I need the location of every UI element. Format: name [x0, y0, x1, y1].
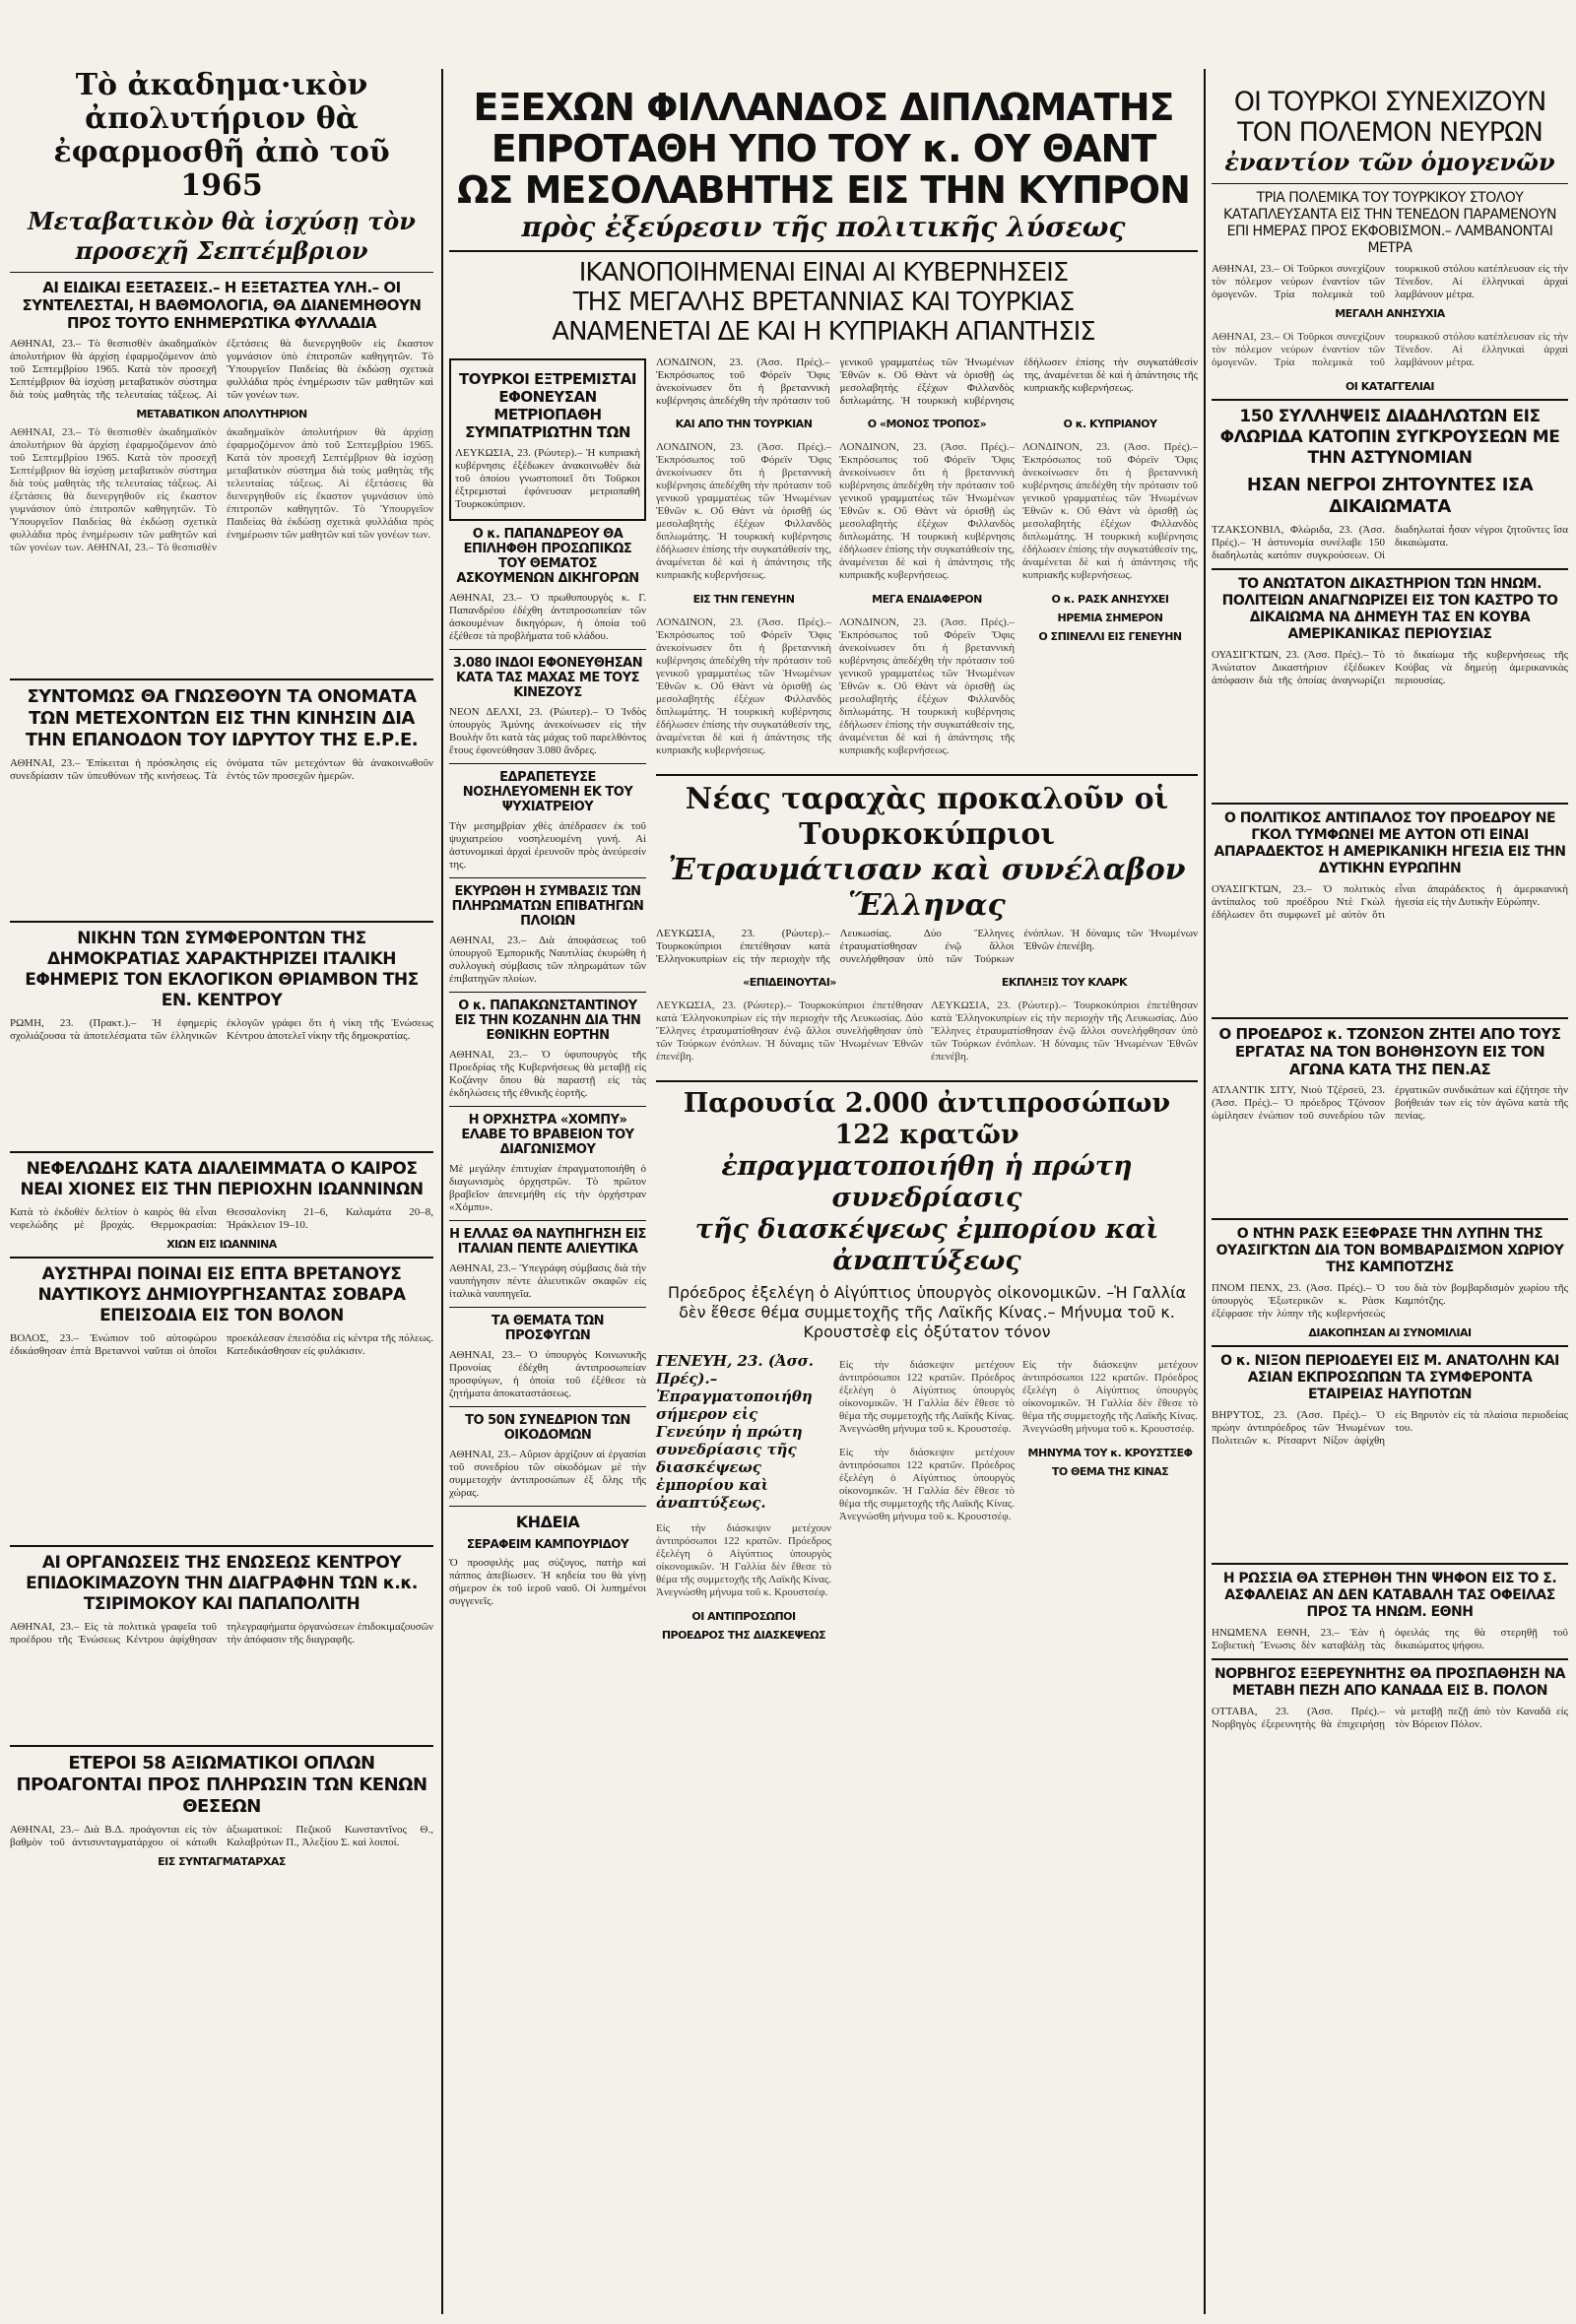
divider: [449, 763, 646, 764]
russia-vote-body: ΗΝΩΜΕΝΑ ΕΘΝΗ, 23.– Ἐὰν ἡ Σοβιετικὴ Ἕνωσις δὲν καταβάλῃ τὰς ὀφειλάς της θὰ στερηθῇ τοῦ δικαιώματος ψήφου.: [1212, 1627, 1568, 1651]
only-way-subhead: Ο «ΜΟΝΟΣ ΤΡΟΠΟΣ»: [867, 418, 987, 430]
worsening-subhead: «ΕΠΙΔΕΙΝΟΥΤΑΙ»: [743, 976, 836, 989]
turkish-extremists-headline: ΤΟΥΡΚΟΙ ΕΞΤΡΕΜΙΣΤΑΙ ΕΦΟΝΕΥΣΑΝ ΜΕΤΡΙΟΠΑΘΗ ΣΥΜΠΑΤΡΙΩΤΗΝ ΤΩΝ: [459, 370, 636, 441]
tc-col-2: [839, 1348, 1015, 1647]
center-main-column: [656, 353, 1198, 1647]
divider: [1212, 568, 1568, 570]
tk-sub-col-1: [656, 970, 923, 1074]
trade-conference-text-4: Εἰς τὴν διάσκεψιν μετέχουν ἀντιπρόσωποι 122 κρατῶν. Πρόεδρος ἐξελέγη ὁ Αἰγύπτιος ὑπουργὸς οἰκονομικῶν. Ἡ Γαλλία δὲν ἔθεσε τὸ θέμα τῆς συμμετοχῆς τῆς Λαϊκῆς Κίνας. Ἀνεγνώσθη μήνυμα τοῦ κ. Κρουστσέφ.: [1022, 1359, 1198, 1435]
deck-line-1: ΙΚΑΝΟΠΟΙΗΜΕΝΑΙ ΕΙΝΑΙ ΑΙ ΚΥΒΕΡΝΗΣΕΙΣ: [578, 258, 1069, 288]
banner-line-1: ΕΞΕΧΩΝ ΦΙΛΛΑΝΔΟΣ ΔΙΠΛΩΜΑΤΗΣ: [473, 86, 1174, 129]
divider: [449, 1406, 646, 1407]
florida-headline: 150 ΣΥΛΛΗΨΕΙΣ ΔΙΑΔΗΛΩΤΩΝ ΕΙΣ ΦΛΩΡΙΔΑ ΚΑΤΟΠΙΝ ΣΥΓΚΡΟΥΣΕΩΝ ΜΕ ΤΗΝ ΑΣΤΥΝΟΜΙΑΝ: [1219, 407, 1560, 468]
nerve-war-subhead: ἐναντίον τῶν ὁμογενῶν: [1224, 148, 1555, 176]
in-geneva-subhead: ΕΙΣ ΤΗΝ ΓΕΝΕΥΗΝ: [692, 593, 795, 606]
union-centre-body: ΑΘΗΝΑΙ, 23.– Εἰς τὰ πολιτικὰ γραφεῖα τοῦ προέδρου τῆς Ἐνώσεως Κέντρου ἀφίχθησαν τηλεγραφήματα ὀργανώσεων ἐπιδοκιμαζουσῶν τὴν ἀπόφασιν τῆς διαγραφῆς.: [10, 1621, 433, 1646]
papandreou-headline: Ο κ. ΠΑΠΑΝΔΡΕΟΥ ΘΑ ΕΠΙΛΗΦΘΗ ΠΡΟΣΩΠΙΚΩΣ ΤΟΥ ΘΕΜΑΤΟΣ ΑΣΚΟΥΜΕΝΩΝ ΔΙΚΗΓΟΡΩΝ: [456, 527, 639, 586]
divider: [1212, 1345, 1568, 1347]
builders-congress-headline: ΤΟ 50Ν ΣΥΝΕΔΡΙΟΝ ΤΩΝ ΟΙΚΟΔΟΜΩΝ: [465, 1413, 630, 1443]
big-interest-text: ΛΟΝΔΙΝΟΝ, 23. (Ἀσσ. Πρές).– Ἐκπρόσωπος τοῦ Φόρεϊν Ὄφις ἀνεκοίνωσεν ὅτι ἡ βρεταννικὴ κυβέρνησις ἀπεδέχθη τὴν πρότασιν τοῦ γενικοῦ γραμματέως τῶν Ἡνωμένων Ἐθνῶν κ. Οὔ Θὰντ νὰ ὁρισθῇ ὡς μεσολαβητὴς ἐξέχων Φιλλανδὸς διπλωμάτης. Ἡ τουρκικὴ κυβέρνησις ἐδήλωσεν ἐπίσης τὴν συγκατάθεσίν της, ἀναμένεται δὲ καὶ ἡ ἀπάντησις τῆς κυπριακῆς κυβερνήσεως.: [839, 616, 1015, 756]
refugees-headline: ΤΑ ΘΕΜΑΤΑ ΤΩΝ ΠΡΟΣΦΥΓΩΝ: [491, 1314, 605, 1343]
article-continuation: ΑΘΗΝΑΙ, 23.– Τὸ θεσπισθὲν ἀκαδημαϊκὸν ἀπολυτήριον θὰ ἀρχίσῃ ἐφαρμοζόμενον ἀπὸ τοῦ Σεπτεμβρίου 1965. Κατὰ τὸν προσεχῆ Σεπτέμβριον θὰ ἰσχύσῃ μεταβατικὸν σύστημα διὰ τοὺς μαθητὰς τῆς τελευταίας τάξεως. Αἱ ἐξετάσεις θὰ διενεργηθοῦν εἰς ἕκαστον γυμνάσιον ὑπὸ ἐπιτροπῶν καθηγητῶν. Τὸ Ὑπουργεῖον Παιδείας θὰ ἐκδώσῃ σχετικὰ φυλλάδια πρὸς ἐνημέρωσιν τῶν μαθητῶν καὶ τῶν γονέων των. ΑΘΗΝΑΙ, 23.– Τὸ θεσπισθὲν ἀκαδημαϊκὸν ἀπολυτήριον θὰ ἀρχίσῃ ἐφαρμοζόμενον ἀπὸ τοῦ Σεπτεμβρίου 1965. Κατὰ τὸν προσεχῆ Σεπτέμβριον θὰ ἰσχύσῃ μεταβατικὸν σύστημα διὰ τοὺς μαθητὰς τῆς τελευταίας τάξεως. Αἱ ἐξετάσεις θὰ διενεργηθοῦν εἰς ἕκαστον γυμνάσιον ὑπὸ ἐπιτροπῶν καθηγητῶν. Τὸ Ὑπουργεῖον Παιδείας θὰ ἐκδώσῃ σχετικὰ φυλλάδια πρὸς ἐνημέρωσιν τῶν μαθητῶν καὶ τῶν γονέων των.: [10, 426, 433, 553]
trade-conference-text-3: Εἰς τὴν διάσκεψιν μετέχουν ἀντιπρόσωποι 122 κρατῶν. Πρόεδρος ἐξελέγη ὁ Αἰγύπτιος ὑπουργὸς οἰκονομικῶν. Ἡ Γαλλία δὲν ἔθεσε τὸ θέμα τῆς συμμετοχῆς τῆς Λαϊκῆς Κίνας. Ἀνεγνώσθη μήνυμα τοῦ κ. Κρουστσέφ.: [839, 1447, 1015, 1522]
deck-line-2: ΤΗΣ ΜΕΓΑΛΗΣ ΒΡΕΤΑΝΝΙΑΣ ΚΑΙ ΤΟΥΡΚΙΑΣ: [572, 288, 1075, 317]
florida-body: ΤΖΑΚΣΟΝΒΙΛ, Φλώριδα, 23. (Ἀσσ. Πρές).– Ἡ ἀστυνομία συνέλαβε 150 διαδηλωτὰς κατόπιν συγκρούσεων. Οἱ διαδηλωταὶ ἦσαν νέγροι ζητοῦντες ἴσα δικαιώματα.: [1212, 524, 1568, 561]
turkish-cypriots-body: ΛΕΥΚΩΣΙΑ, 23. (Ρώυτερ).– Τουρκοκύπριοι ἐπετέθησαν κατὰ Ἑλληνοκυπρίων εἰς τὴν περιοχὴν τῆς Λευκωσίας. Δύο Ἕλληνες ἐτραυματίσθησαν ἐνῷ ἄλλοι συνελήφθησαν ὑπὸ τῶν Τούρκων ἐνόπλων. Ἡ δύναμις τῶν Ἡνωμένων Ἐθνῶν ἐπενέβη.: [656, 928, 1198, 965]
academic-diploma-subtitle: ΜΕΤΑΒΑΤΙΚΟΝ ΑΠΟΛΥΤΗΡΙΟΝ: [136, 408, 307, 420]
officers-body: ΑΘΗΝΑΙ, 23.– Διὰ Β.Δ. προάγονται εἰς τὸν βαθμὸν τοῦ ἀντισυνταγματάρχου οἱ κάτωθι ἀξιωματικοί: Πεζικοῦ Κωνσταντῖνος Θ., Καλαβρύτων Π., Ἀλεξίου Σ. καὶ λοιποί.: [10, 1824, 433, 1848]
nerve-war-deck: ΤΡΙΑ ΠΟΛΕΜΙΚΑ ΤΟΥ ΤΟΥΡΚΙΚΟΥ ΣΤΟΛΟΥ ΚΑΤΑΠΛΕΥΣΑΝΤΑ ΕΙΣ ΤΗΝ ΤΕΝΕΔΟΝ ΠΑΡΑΜΕΝΟΥΝ ΕΠΙ ΗΜΕΡΑΣ ΠΡΟΣ ΕΚΦΟΒΙΣΜΟΝ.– ΛΑΜΒΑΝΟΝΤΑΙ ΜΕΤΡΑ: [1223, 190, 1556, 256]
kozani-body: ΑΘΗΝΑΙ, 23.– Ὁ ὑφυπουργὸς τῆς Προεδρίας τῆς Κυβερνήσεως θὰ μεταβῇ εἰς Κοζάνην ὅπου θὰ παραστῇ εἰς τὰς ἐκδηλώσεις τῆς ἐθνικῆς ἑορτῆς.: [449, 1049, 646, 1099]
trade-conference-headline-2: ἐπραγματοποιήθη ἡ πρώτη συνεδρίασις: [721, 1151, 1133, 1213]
hobby-orchestra-headline: Η ΟΡΧΗΣΤΡΑ «ΧΟΜΠΥ» ΕΛΑΒΕ ΤΟ ΒΡΑΒΕΙΟΝ ΤΟΥ ΔΙΑΓΩΝΙΣΜΟΥ: [461, 1113, 634, 1157]
papandreou-body: ΑΘΗΝΑΙ, 23.– Ὁ πρωθυπουργὸς κ. Γ. Παπανδρέου ἐδέχθη ἀντιπροσωπείαν τῶν ἀσκουμένων δικηγόρων, ἡ ὁποία τοῦ ἐξέθεσε τὰ προβλήματα τοῦ κλάδου.: [449, 592, 646, 642]
weather-subtitle: ΧΙΩΝ ΕΙΣ ΙΩΑΝΝΙΝΑ: [166, 1238, 277, 1251]
escape-body: Τὴν μεσημβρίαν χθὲς ἀπέδρασεν ἐκ τοῦ ψυχιατρείου νοσηλευομένη γυνή. Αἱ ἀστυνομικαὶ ἀρχαὶ ἐρευνοῦν πρὸς ἀνεύρεσίν της.: [449, 820, 646, 871]
funeral-body: Ὁ προσφιλὴς μας σύζυγος, πατὴρ καὶ πάππος ἀπεβίωσεν. Ἡ κηδεία του θὰ γίνῃ σήμερον ἐκ τοῦ ἱεροῦ ναοῦ. Οἱ λυπημένοι συγγενεῖς.: [449, 1557, 646, 1607]
mediator-main-body: ΛΟΝΔΙΝΟΝ, 23. (Ἀσσ. Πρές).– Ἐκπρόσωπος τοῦ Φόρεϊν Ὄφις ἀνεκοίνωσεν ὅτι ἡ βρεταννικὴ κυβέρνησις ἀπεδέχθη τὴν πρότασιν τοῦ γενικοῦ γραμματέως τῶν Ἡνωμένων Ἐθνῶν κ. Οὔ Θὰντ νὰ ὁρισθῇ ὡς μεσολαβητὴς ἐξέχων Φιλλανδὸς διπλωμάτης. Ἡ τουρκικὴ κυβέρνησις ἐδήλωσεν ἐπίσης τὴν συγκατάθεσίν της, ἀναμένεται δὲ καὶ ἡ ἀπάντησις τῆς κυπριακῆς κυβερνήσεως.: [656, 356, 1198, 407]
from-turkey-subhead: ΚΑΙ ΑΠΟ ΤΗΝ ΤΟΥΡΚΙΑΝ: [675, 418, 813, 430]
big-interest-subhead: ΜΕΓΑ ΕΝΔΙΑΦΕΡΟΝ: [872, 593, 982, 606]
kozani-headline: Ο κ. ΠΑΠΑΚΩΝΣΤΑΝΤΙΝΟΥ ΕΙΣ ΤΗΝ ΚΟΖΑΝΗΝ ΔΙΑ ΤΗΝ ΕΘΝΙΚΗΝ ΕΟΡΤΗΝ: [454, 999, 641, 1043]
de-gaulle-rival-headline: Ο ΠΟΛΙΤΙΚΟΣ ΑΝΤΙΠΑΛΟΣ ΤΟΥ ΠΡΟΕΔΡΟΥ ΝΕ ΓΚΟΛ ΤΥΜΦΩΝΕΙ ΜΕ ΑΥΤΟΝ ΟΤΙ ΕΙΝΑΙ ΑΠΑΡΑΔΕΚΤΟΣ Η ΑΜΕΡΙΚΑΝΙΚΗ ΗΓΕΣΙΑ ΕΙΣ ΤΗΝ ΔΥΤΙΚΗΝ ΕΥΡΩΠΗΝ: [1214, 810, 1566, 876]
calm-subhead: ΗΡΕΜΙΑ ΣΗΜΕΡΟΝ: [1057, 612, 1163, 624]
builders-congress-body: ΑΘΗΝΑΙ, 23.– Αὔριον ἀρχίζουν αἱ ἐργασίαι τοῦ συνεδρίου τῶν οἰκοδόμων μὲ τὴν συμμετοχὴν ἀντιπροσώπων ἐξ ὅλης τῆς χώρας.: [449, 1449, 646, 1499]
weather-body: Κατὰ τὸ ἐκδοθὲν δελτίον ὁ καιρὸς θὰ εἶναι νεφελώδης μὲ βροχάς. Θερμοκρασίαι: Θεσσαλονίκη 21–6, Καλαμάτα 20–8, Ἡράκλειον 19–10.: [10, 1206, 433, 1231]
italian-paper-body: ΡΩΜΗ, 23. (Πρακτ.).– Ἡ ἐφημερὶς σχολιάζουσα τὰ ἀποτελέσματα τῶν ἑλληνικῶν ἐκλογῶν γράφει ὅτι ἡ νίκη τῆς Ἐνώσεως Κέντρου ἀποτελεῖ νίκην τῆς δημοκρατίας.: [10, 1017, 433, 1042]
banner-line-3: ΩΣ ΜΕΣΟΛΑΒΗΤΗΣ ΕΙΣ ΤΗΝ ΚΥΠΡΟΝ: [457, 168, 1190, 212]
hobby-orchestra-body: Μὲ μεγάλην ἐπιτυχίαν ἐπραγματοποιήθη ὁ διαγωνισμὸς ὀρχηστρῶν. Τὸ πρῶτον βραβεῖον ἀπενεμήθη εἰς τὴν ὀρχήστραν «Χόμπυ».: [449, 1163, 646, 1213]
refugees-body: ΑΘΗΝΑΙ, 23.– Ὁ ὑπουργὸς Κοινωνικῆς Προνοίας ἐδέχθη ἀντιπροσωπείαν προσφύγων, ἡ ὁποία τοῦ ἐξέθεσε τὰ ζητήματα ἀποκαταστάσεως.: [449, 1349, 646, 1399]
clark-subhead: ΕΚΠΛΗΞΙΣ ΤΟΥ ΚΛΑΡΚ: [1001, 976, 1128, 989]
column-divider: [441, 69, 443, 2314]
divider: [1212, 1218, 1568, 1220]
mediator-subsection-col-1: [656, 412, 831, 768]
union-centre-headline: ΑΙ ΟΡΓΑΝΩΣΕΙΣ ΤΗΣ ΕΝΩΣΕΩΣ ΚΕΝΤΡΟΥ ΕΠΙΔΟΚΙΜΑΖΟΥΝ ΤΗΝ ΔΙΑΓΡΑΦΗΝ ΤΩΝ κ.κ. ΤΣΙΡΙΜΟΚΟΥ ΚΑΙ ΠΑΠΑΠΟΛΙΤΗ: [26, 1553, 418, 1614]
academic-diploma-body: ΑΘΗΝΑΙ, 23.– Τὸ θεσπισθὲν ἀκαδημαϊκὸν ἀπολυτήριον θὰ ἀρχίσῃ ἐφαρμοζόμενον ἀπὸ τοῦ Σεπτεμβρίου 1965. Κατὰ τὸν προσεχῆ Σεπτέμβριον θὰ ἰσχύσῃ μεταβατικὸν σύστημα διὰ τοὺς μαθητὰς τῆς τελευταίας τάξεως. Αἱ ἐξετάσεις θὰ διενεργηθοῦν εἰς ἕκαστον γυμνάσιον ὑπὸ ἐπιτροπῶν καθηγητῶν. Τὸ Ὑπουργεῖον Παιδείας θὰ ἐκδώσῃ σχετικὰ φυλλάδια πρὸς ἐνημέρωσιν τῶν μαθητῶν καὶ τῶν γονέων των.: [10, 338, 433, 401]
trade-conference-headline-3: τῆς διασκέψεως ἐμπορίου καὶ ἀναπτύξεως: [694, 1214, 1159, 1276]
norwegian-explorer-body: ΟΤΤΑΒΑ, 23. (Ἀσσ. Πρές).– Νορβηγὸς ἐξερευνητὴς θὰ ἐπιχειρήσῃ νὰ μεταβῇ πεζῇ ἀπὸ τὸν Καναδᾶ εἰς τὸν Βόρειον Πόλον.: [1212, 1706, 1568, 1730]
divider: [1212, 183, 1568, 184]
divider: [10, 1257, 433, 1259]
divider: [10, 1151, 433, 1153]
talks-suspended-subhead: ΔΙΑΚΟΠΗΣΑΝ ΑΙ ΣΥΝΟΜΙΛΙΑΙ: [1308, 1326, 1472, 1339]
johnson-body: ΑΤΛΑΝΤΙΚ ΣΙΤΥ, Νιοὺ Τζέρσεϋ, 23. (Ἀσσ. Πρές).– Ὁ πρόεδρος Τζόνσον ὡμίλησεν ἐνώπιον τοῦ συνεδρίου τῶν ἐργατικῶν συνδικάτων καὶ ἐζήτησε τὴν βοήθειάν των εἰς τὸν ἀγῶνα κατὰ τῆς πενίας.: [1212, 1084, 1568, 1122]
trade-conference-deck: Πρόεδρος ἐξελέγη ὁ Αἰγύπτιος ὑπουργὸς οἰκονομικῶν. –Ἡ Γαλλία δὲν ἔθεσε θέμα συμμετοχῆς τῆς Λαϊκῆς Κίνας.– Μήνυμα τοῦ κ. Κρουστσὲφ εἰς ὀξύτατον τόνον: [667, 1283, 1187, 1341]
khrushchev-message-subhead: ΜΗΝΥΜΑ ΤΟΥ κ. ΚΡΟΥΣΤΣΕΦ: [1027, 1447, 1193, 1459]
academic-diploma-headline: Τὸ ἀκαδημα·ικὸν ἀπολυτήριον θὰ ἐφαρμοσθῆ ἀπὸ τοῦ 1965: [53, 68, 390, 203]
spinelli-subhead: Ο ΣΠΙΝΕΛΛΙ ΕΙΣ ΓΕΝΕΥΗΝ: [1038, 630, 1182, 643]
turkish-cypriots-headline-1: Νέας ταραχὰς προκαλοῦν οἱ Τουρκοκύπριοι: [685, 782, 1169, 852]
tc-col-3: [1022, 1348, 1198, 1647]
banner-line-2: ΕΠΡΟΤΑΘΗ ΥΠΟ ΤΟΥ κ. ΟΥ ΘΑΝΤ: [491, 127, 1156, 170]
crews-contract-headline: ΕΚΥΡΩΘΗ Η ΣΥΜΒΑΣΙΣ ΤΩΝ ΠΛΗΡΩΜΑΤΩΝ ΕΠΙΒΑΤΗΓΩΝ ΠΛΟΙΩΝ: [451, 884, 644, 929]
castro-court-body: ΟΥΑΣΙΓΚΤΩΝ, 23. (Ἀσσ. Πρές).– Τὸ Ἀνώτατον Δικαστήριον ἐξέδωκεν ἀπόφασιν διὰ τῆς ὁποίας ἀναγνωρίζει τὸ δικαίωμα τῆς κυβερνήσεως τῆς Κούβας νὰ δημεύῃ ἀμερικανικὰς περιουσίας.: [1212, 649, 1568, 686]
divider: [1212, 803, 1568, 805]
divider: [10, 921, 433, 923]
weather-headline: ΝΕΦΕΛΩΔΗΣ ΚΑΤΑ ΔΙΑΛΕΙΜΜΑΤΑ Ο ΚΑΙΡΟΣ ΝΕΑΙ ΧΙΟΝΕΣ ΕΙΣ ΤΗΝ ΠΕΡΙΟΧΗΝ ΙΩΑΝΝΙΝΩΝ: [20, 1159, 424, 1199]
british-sailors-headline: ΑΥΣΤΗΡΑΙ ΠΟΙΝΑΙ ΕΙΣ ΕΠΤΑ ΒΡΕΤΑΝΟΥΣ ΝΑΥΤΙΚΟΥΣ ΔΗΜΙΟΥΡΓΗΣΑΝΤΑΣ ΣΟΒΑΡΑ ΕΠΕΙΣΟΔΙΑ ΕΙΣ ΤΟΝ ΒΟΛΟΝ: [37, 1264, 406, 1325]
divider: [10, 272, 433, 273]
mediator-subsection-col-2: [839, 412, 1015, 768]
russia-vote-headline: Η ΡΩΣΣΙΑ ΘΑ ΣΤΕΡΗΘΗ ΤΗΝ ΨΗΦΟΝ ΕΙΣ ΤΟ Σ. ΑΣΦΑΛΕΙΑΣ ΑΝ ΔΕΝ ΚΑΤΑΒΑΛΗ ΤΑΣ ΟΦΕΙΛΑΣ ΠΡΟΣ ΤΑ ΗΝΩΜ. ΕΘΝΗ: [1222, 1571, 1557, 1620]
funeral-name: ΣΕΡΑΦΕΙΜ ΚΑΜΠΟΥΡΙΔΟΥ: [466, 1537, 629, 1551]
mediator-subsections: [656, 412, 1198, 768]
indians-killed-headline: 3.080 ΙΝΔΟΙ ΕΦΟΝΕΥΘΗΣΑΝ ΚΑΤΑ ΤΑΣ ΜΑΧΑΣ ΜΕ ΤΟΥΣ ΚΙΝΕΖΟΥΣ: [452, 656, 643, 700]
italian-paper-headline: ΝΙΚΗΝ ΤΩΝ ΣΥΜΦΕΡΟΝΤΩΝ ΤΗΣ ΔΗΜΟΚΡΑΤΙΑΣ ΧΑΡΑΚΤΗΡΙΖΕΙ ΙΤΑΛΙΚΗ ΕΦΗΜΕΡΙΣ ΤΟΝ ΕΚΛΟΓΙΚΟΝ ΘΡΙΑΜΒΟΝ ΤΗΣ ΕΝ. ΚΕΝΤΡΟΥ: [25, 929, 419, 1010]
representatives-subhead: ΟΙ ΑΝΤΙΠΡΟΣΩΠΟΙ: [691, 1610, 796, 1623]
nerve-war-headline: ΟΙ ΤΟΥΡΚΟΙ ΣΥΝΕΧΙΖΟΥΝ ΤΟΝ ΠΟΛΕΜΟΝ ΝΕΥΡΩΝ: [1233, 87, 1546, 148]
nixon-body: ΒΗΡΥΤΟΣ, 23. (Ἀσσ. Πρές).– Ὁ πρώην ἀντιπρόεδρος τῶν Ἡνωμένων Πολιτειῶν κ. Ρίτσαρντ Νίξον ἀφίχθη εἰς Βηρυτὸν εἰς τὰ πλαίσια περιοδείας του.: [1212, 1409, 1568, 1447]
trade-conference-text-1: Εἰς τὴν διάσκεψιν μετέχουν ἀντιπρόσωποι 122 κρατῶν. Πρόεδρος ἐξελέγη ὁ Αἰγύπτιος ὑπουργὸς οἰκονομικῶν. Ἡ Γαλλία δὲν ἔθεσε τὸ θέμα τῆς συμμετοχῆς τῆς Λαϊκῆς Κίνας. Ἀνεγνώσθη μήνυμα τοῦ κ. Κρουστσέφ.: [656, 1522, 831, 1598]
turkish-extremists-body: ΛΕΥΚΩΣΙΑ, 23. (Ρώυτερ).– Ἡ κυπριακὴ κυβέρνησις ἐξέδωκεν ἀνακοινωθὲν διὰ τοῦ ὁποίου γνωστοποιεῖ ὅτι Τοῦρκοι ἐξτρεμισταὶ ἐφόνευσαν μετριοπαθῆ Τουρκοκύπριον.: [455, 447, 640, 510]
de-gaulle-rival-body: ΟΥΑΣΙΓΚΤΩΝ, 23.– Ὁ πολιτικὸς ἀντίπαλος τοῦ προέδρου Ντὲ Γκὼλ ἐδήλωσεν ὅτι συμφωνεῖ μὲ αὐτὸν ὅτι εἶναι ἀπαράδεκτος ἡ ἀμερικανικὴ ἡγεσία εἰς τὴν Δυτικὴν Εὐρώπην.: [1212, 883, 1568, 921]
nixon-headline: Ο κ. ΝΙΞΟΝ ΠΕΡΙΟΔΕΥΕΙ ΕΙΣ Μ. ΑΝΑΤΟΛΗΝ ΚΑΙ ΑΣΙΑΝ ΕΚΠΡΟΣΩΠΩΝ ΤΑ ΣΥΜΦΕΡΟΝΤΑ ΕΤΑΙΡΕΙΑΣ ΗΑΥΠΟΤΩΝ: [1220, 1353, 1559, 1402]
trade-conference-headline-1: Παρουσία 2.000 ἀντιπροσώπων 122 κρατῶν: [683, 1088, 1171, 1150]
divider: [449, 992, 646, 993]
divider: [449, 250, 1198, 252]
divider: [10, 678, 433, 680]
indians-killed-body: ΝΕΟΝ ΔΕΛΧΙ, 23. (Ρώυτερ).– Ὁ Ἰνδὸς ὑπουργὸς Ἀμύνης ἀνεκοίνωσεν εἰς τὴν Βουλὴν ὅτι κατὰ τὰς μάχας τοῦ παρελθόντος ἔτους ἐφονεύθησαν 3.080 ἄνδρες.: [449, 706, 646, 756]
crews-contract-body: ΑΘΗΝΑΙ, 23.– Διὰ ἀποφάσεως τοῦ ὑπουργοῦ Ἐμπορικῆς Ναυτιλίας ἐκυρώθη ἡ συλλογικὴ σύμβασις τῶν πληρωμάτων τῶν ἐπιβατηγῶν πλοίων.: [449, 935, 646, 985]
divider: [449, 649, 646, 650]
funeral-headline: ΚΗΔΕΙΑ: [515, 1513, 580, 1531]
turkish-cypriots-headline-2: Ἐτραυμάτισαν καὶ συνέλαβον Ἕλληνας: [668, 853, 1186, 923]
officers-headline: ΕΤΕΡΟΙ 58 ΑΞΙΩΜΑΤΙΚΟΙ ΟΠΛΩΝ ΠΡΟΑΓΟΝΤΑΙ ΠΡΟΣ ΠΛΗΡΩΣΙΝ ΤΩΝ ΚΕΝΩΝ ΘΕΣΕΩΝ: [16, 1753, 427, 1817]
right-column: [1212, 0, 1568, 2324]
divider: [1212, 399, 1568, 401]
divider: [1212, 1563, 1568, 1565]
rusk-cambodia-headline: Ο ΝΤΗΝ ΡΑΣΚ ΕΞΕΦΡΑΣΕ ΤΗΝ ΛΥΠΗΝ ΤΗΣ ΟΥΑΣΙΓΚΤΩΝ ΔΙΑ ΤΟΝ ΒΟΜΒΑΡΔΙΣΜΟΝ ΧΩΡΙΟΥ ΤΗΣ ΚΑΜΠΟΤΖΗΣ: [1215, 1226, 1564, 1275]
conference-president-subhead: ΠΡΟΕΔΡΟΣ ΤΗΣ ΔΙΑΣΚΕΨΕΩΣ: [661, 1629, 826, 1642]
ere-founder-headline: ΣΥΝΤΟΜΩΣ ΘΑ ΓΝΩΣΘΟΥΝ ΤΑ ΟΝΟΜΑΤΑ ΤΩΝ ΜΕΤΕΧΟΝΤΩΝ ΕΙΣ ΤΗΝ ΚΙΝΗΣΙΝ ΔΙΑ ΤΗΝ ΕΠΑΝΟΔΟΝ ΤΟΥ ΙΔΡΥΤΟΥ ΤΗΣ Ε.Ρ.Ε.: [25, 686, 419, 750]
divider: [449, 1307, 646, 1308]
deck-line-3: ΑΝΑΜΕΝΕΤΑΙ ΔΕ ΚΑΙ Η ΚΥΠΡΙΑΚΗ ΑΠΑΝΤΗΣΙΣ: [552, 317, 1095, 347]
worsening-text: ΛΕΥΚΩΣΙΑ, 23. (Ρώυτερ).– Τουρκοκύπριοι ἐπετέθησαν κατὰ Ἑλληνοκυπρίων εἰς τὴν περιοχὴν τῆς Λευκωσίας. Δύο Ἕλληνες ἐτραυματίσθησαν ἐνῷ ἄλλοι συνελήφθησαν ὑπὸ τῶν Τούρκων ἐνόπλων. Ἡ δύναμις τῶν Ἡνωμένων Ἐθνῶν ἐπενέβη.: [656, 1000, 923, 1063]
tk-sub-col-2: [931, 970, 1198, 1074]
kyprianou-text: ΛΟΝΔΙΝΟΝ, 23. (Ἀσσ. Πρές).– Ἐκπρόσωπος τοῦ Φόρεϊν Ὄφις ἀνεκοίνωσεν ὅτι ἡ βρεταννικὴ κυβέρνησις ἀπεδέχθη τὴν πρότασιν τοῦ γενικοῦ γραμματέως τῶν Ἡνωμένων Ἐθνῶν κ. Οὔ Θὰντ νὰ ὁρισθῇ ὡς μεσολαβητὴς ἐξέχων Φιλλανδὸς διπλωμάτης. Ἡ τουρκικὴ κυβέρνησις ἐδήλωσεν ἐπίσης τὴν συγκατάθεσίν της, ἀναμένεται δὲ καὶ ἡ ἀπάντησις τῆς κυπριακῆς κυβερνήσεως.: [1022, 441, 1198, 581]
divider: [1212, 1658, 1568, 1660]
castro-court-headline: ΤΟ ΑΝΩΤΑΤΟΝ ΔΙΚΑΣΤΗΡΙΟΝ ΤΩΝ ΗΝΩΜ. ΠΟΛΙΤΕΙΩΝ ΑΝΑΓΝΩΡΙΖΕΙ ΕΙΣ ΤΟΝ ΚΑΣΤΡΟ ΤΟ ΔΙΚΑΙΩΜΑ ΝΑ ΔΗΜΕΥΗ ΤΑΣ ΕΝ ΚΟΥΒΑ ΑΜΕΡΙΚΑΝΙΚΑΣ ΠΕΡΙΟΥΣΙΑΣ: [1221, 576, 1558, 642]
academic-diploma-deck: ΑΙ ΕΙΔΙΚΑΙ ΕΞΕΤΑΣΕΙΣ.– Η ΕΞΕΤΑΣΤΕΑ ΥΛΗ.– ΟΙ ΣΥΝΤΕΛΕΣΤΑΙ, Η ΒΑΘΜΟΛΟΓΙΑ, ΘΑ ΔΙΑΝΕΜΗΘΟΥΝ ΠΡΟΣ ΤΟΥΤΟ ΕΝΗΜΕΡΩΤΙΚΑ ΦΥΛΛΑΔΙΑ: [22, 279, 422, 332]
divider: [656, 1080, 1198, 1082]
trade-conference-body-area: [656, 1348, 1198, 1647]
rusk-cambodia-body: ΠΝΟΜ ΠΕΝΧ, 23. (Ἀσσ. Πρές).– Ὁ ὑπουργὸς Ἐξωτερικῶν κ. Ρὰσκ ἐξέφρασε τὴν λύπην τῆς κυβερνήσεώς του διὰ τὸν βομβαρδισμὸν χωρίου τῆς Καμπότζης.: [1212, 1282, 1568, 1320]
nerve-war-body: ΑΘΗΝΑΙ, 23.– Οἱ Τοῦρκοι συνεχίζουν τὸν πόλεμον νεύρων ἐναντίον τῶν ὁμογενῶν. Τρία πολεμικὰ τοῦ τουρκικοῦ στόλου κατέπλευσαν εἰς τὴν Τένεδον. Αἱ ἑλληνικαὶ ἀρχαὶ λαμβάνουν μέτρα.: [1212, 263, 1568, 300]
center-column: [449, 0, 1198, 2324]
left-column: [10, 0, 433, 2324]
divider: [449, 1506, 646, 1507]
great-concern-subhead: ΜΕΓΑΛΗ ΑΝΗΣΥΧΙΑ: [1335, 307, 1445, 320]
complaints-subhead: ΟΙ ΚΑΤΑΓΓΕΛΙΑΙ: [1345, 380, 1435, 393]
academic-diploma-subhead: Μεταβατικὸν θὰ ἰσχύσῃ τὸν προσεχῆ Σεπτέμβριον: [28, 207, 416, 265]
turkish-extremists-box: [449, 358, 646, 521]
florida-subheadline: ΗΣΑΝ ΝΕΓΡΟΙ ΖΗΤΟΥΝΤΕΣ ΙΣΑ ΔΙΚΑΙΩΜΑΤΑ: [1246, 475, 1534, 517]
norwegian-explorer-headline: ΝΟΡΒΗΓΟΣ ΕΞΕΡΕΥΝΗΤΗΣ ΘΑ ΠΡΟΣΠΑΘΗΣΗ ΝΑ ΜΕΤΑΒΗ ΠΕΖΗ ΑΠΟ ΚΑΝΑΔΑ ΕΙΣ Β. ΠΟΛΟΝ: [1214, 1666, 1566, 1699]
banner-subhead: πρὸς ἐξεύρεσιν τῆς πολιτικῆς λύσεως: [521, 211, 1126, 243]
trade-conference-text-2: Εἰς τὴν διάσκεψιν μετέχουν ἀντιπρόσωποι 122 κρατῶν. Πρόεδρος ἐξελέγη ὁ Αἰγύπτιος ὑπουργὸς οἰκονομικῶν. Ἡ Γαλλία δὲν ἔθεσε τὸ θέμα τῆς συμμετοχῆς τῆς Λαϊκῆς Κίνας. Ἀνεγνώσθη μήνυμα τοῦ κ. Κρουστσέφ.: [839, 1359, 1015, 1435]
fishing-boats-body: ΑΘΗΝΑΙ, 23.– Ὑπεγράφη σύμβασις διὰ τὴν ναυπήγησιν πέντε ἀλιευτικῶν σκαφῶν εἰς ἰταλικὰ ναυπηγεῖα.: [449, 1262, 646, 1300]
divider: [449, 1220, 646, 1221]
mediator-subsection-col-3: [1022, 412, 1198, 768]
turkish-cypriots-subsections: [656, 970, 1198, 1074]
divider: [656, 774, 1198, 776]
nerve-war-continuation: ΑΘΗΝΑΙ, 23.– Οἱ Τοῦρκοι συνεχίζουν τὸν πόλεμον νεύρων ἐναντίον τῶν ὁμογενῶν. Τρία πολεμικὰ τοῦ τουρκικοῦ στόλου κατέπλευσαν εἰς τὴν Τένεδον. Αἱ ἑλληνικαὶ ἀρχαὶ λαμβάνουν μέτρα.: [1212, 331, 1568, 368]
tc-col-1: [656, 1348, 831, 1647]
kyprianou-subhead: Ο κ. ΚΥΠΡΙΑΝΟΥ: [1063, 418, 1157, 430]
in-geneva-text: ΛΟΝΔΙΝΟΝ, 23. (Ἀσσ. Πρές).– Ἐκπρόσωπος τοῦ Φόρεϊν Ὄφις ἀνεκοίνωσεν ὅτι ἡ βρεταννικὴ κυβέρνησις ἀπεδέχθη τὴν πρότασιν τοῦ γενικοῦ γραμματέως τῶν Ἡνωμένων Ἐθνῶν κ. Οὔ Θὰντ νὰ ὁρισθῇ ὡς μεσολαβητὴς ἐξέχων Φιλλανδὸς διπλωμάτης. Ἡ τουρκικὴ κυβέρνησις ἐδήλωσεν ἐπίσης τὴν συγκατάθεσίν της, ἀναμένεται δὲ καὶ ἡ ἀπάντησις τῆς κυπριακῆς κυβερνήσεως.: [656, 616, 831, 756]
johnson-headline: Ο ΠΡΟΕΔΡΟΣ κ. ΤΖΟΝΣΟΝ ΖΗΤΕΙ ΑΠΟ ΤΟΥΣ ΕΡΓΑΤΑΣ ΝΑ ΤΟΝ ΒΟΗΘΗΣΟΥΝ ΕΙΣ ΤΟΝ ΑΓΩΝΑ ΚΑΤΑ ΤΗΣ ΠΕΝ.ΑΣ: [1218, 1025, 1561, 1078]
divider: [10, 1545, 433, 1547]
officers-subtitle: ΕΙΣ ΣΥΝΤΑΓΜΑΤΑΡΧΑΣ: [158, 1855, 286, 1868]
clark-text: ΛΕΥΚΩΣΙΑ, 23. (Ρώυτερ).– Τουρκοκύπριοι ἐπετέθησαν κατὰ Ἑλληνοκυπρίων εἰς τὴν περιοχὴν τῆς Λευκωσίας. Δύο Ἕλληνες ἐτραυματίσθησαν ἐνῷ ἄλλοι συνελήφθησαν ὑπὸ τῶν Τούρκων ἐνόπλων. Ἡ δύναμις τῶν Ἡνωμένων Ἐθνῶν ἐπενέβη.: [931, 1000, 1198, 1063]
divider: [449, 877, 646, 878]
center-body-area: [449, 353, 1198, 1647]
rusk-subhead: Ο κ. ΡΑΣΚ ΑΝΗΣΥΧΕΙ: [1051, 593, 1169, 606]
china-question-subhead: ΤΟ ΘΕΜΑ ΤΗΣ ΚΙΝΑΣ: [1051, 1465, 1169, 1478]
british-sailors-body: ΒΟΛΟΣ, 23.– Ἐνώπιον τοῦ αὐτοφώρου ἐδικάσθησαν ἑπτὰ Βρεταννοὶ ναῦται οἱ ὁποῖοι προεκάλεσαν ἐπεισόδια εἰς κέντρα τῆς πόλεως. Κατεδικάσθησαν εἰς φυλάκισιν.: [10, 1332, 433, 1357]
trade-conference-lead: ΓΕΝΕΥΗ, 23. (Ἀσσ. Πρές).– Ἐπραγματοποιήθη σήμερον εἰς Γενεύην ἡ πρώτη συνεδρίασις τῆς διασκέψεως ἐμπορίου καὶ ἀναπτύξεως.: [656, 1352, 814, 1512]
fishing-boats-headline: Η ΕΛΛΑΣ ΘΑ ΝΑΥΠΗΓΗΣΗ ΕΙΣ ΙΤΑΛΙΑΝ ΠΕΝΤΕ ΑΛΙΕΥΤΙΚΑ: [449, 1227, 646, 1257]
divider: [10, 1745, 433, 1747]
from-turkey-text: ΛΟΝΔΙΝΟΝ, 23. (Ἀσσ. Πρές).– Ἐκπρόσωπος τοῦ Φόρεϊν Ὄφις ἀνεκοίνωσεν ὅτι ἡ βρεταννικὴ κυβέρνησις ἀπεδέχθη τὴν πρότασιν τοῦ γενικοῦ γραμματέως τῶν Ἡνωμένων Ἐθνῶν κ. Οὔ Θὰντ νὰ ὁρισθῇ ὡς μεσολαβητὴς ἐξέχων Φιλλανδὸς διπλωμάτης. Ἡ τουρκικὴ κυβέρνησις ἐδήλωσεν ἐπίσης τὴν συγκατάθεσίν της, ἀναμένεται δὲ καὶ ἡ ἀπάντησις τῆς κυπριακῆς κυβερνήσεως.: [656, 441, 831, 581]
escape-headline: ΕΔΡΑΠΕΤΕΥΣΕ ΝΟΣΗΛΕΥΟΜΕΝΗ ΕΚ ΤΟΥ ΨΥΧΙΑΤΡΕΙΟΥ: [462, 770, 633, 814]
column-divider: [1204, 69, 1206, 2314]
divider: [449, 1106, 646, 1107]
center-briefs-column: [449, 353, 646, 1647]
only-way-text: ΛΟΝΔΙΝΟΝ, 23. (Ἀσσ. Πρές).– Ἐκπρόσωπος τοῦ Φόρεϊν Ὄφις ἀνεκοίνωσεν ὅτι ἡ βρεταννικὴ κυβέρνησις ἀπεδέχθη τὴν πρότασιν τοῦ γενικοῦ γραμματέως τῶν Ἡνωμένων Ἐθνῶν κ. Οὔ Θὰντ νὰ ὁρισθῇ ὡς μεσολαβητὴς ἐξέχων Φιλλανδὸς διπλωμάτης. Ἡ τουρκικὴ κυβέρνησις ἐδήλωσεν ἐπίσης τὴν συγκατάθεσίν της, ἀναμένεται δὲ καὶ ἡ ἀπάντησις τῆς κυπριακῆς κυβερνήσεως.: [839, 441, 1015, 581]
ere-founder-body: ΑΘΗΝΑΙ, 23.– Ἐπίκειται ἡ πρόσκλησις εἰς συνεδρίασιν τῶν ὑπευθύνων τῆς κινήσεως. Τὰ ὀνόματα τῶν μετεχόντων θὰ ἀνακοινωθοῦν ἐντὸς τῶν προσεχῶν ἡμερῶν.: [10, 757, 433, 782]
divider: [1212, 1017, 1568, 1019]
